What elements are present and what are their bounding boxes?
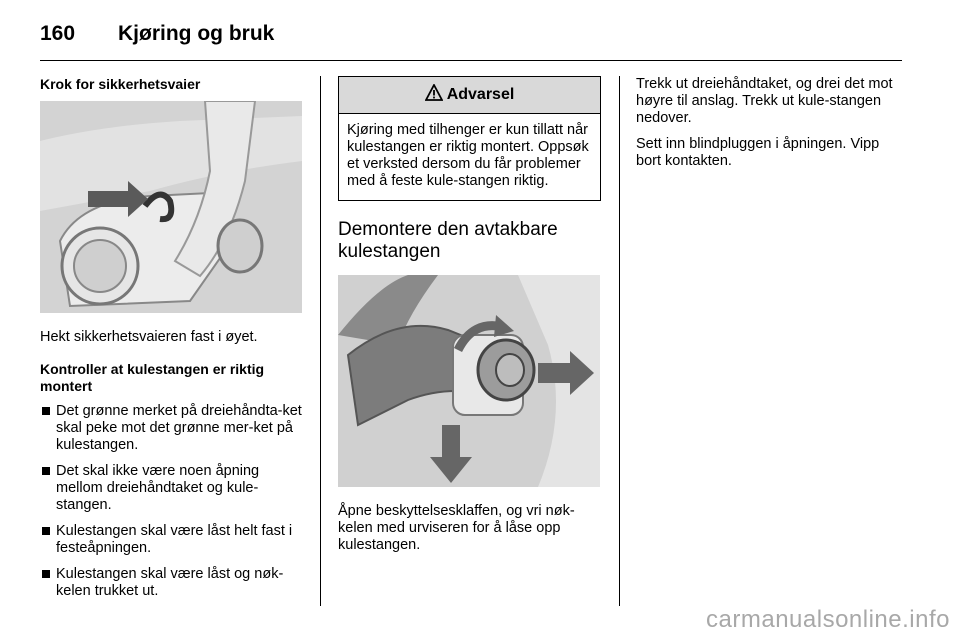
list-item: Det grønne merket på dreiehåndta-ket skal peke mot det grønne mer-ket på kulestangen. <box>40 403 304 454</box>
subheading-check-mounted: Kontroller at kulestangen er riktig montert <box>40 361 265 394</box>
section-heading-remove-ball-bar: Demontere den avtakbare kulestangen <box>338 219 558 262</box>
bullet-square-icon <box>42 467 50 475</box>
warning-triangle-icon <box>425 84 443 106</box>
bullet-square-icon <box>42 407 50 415</box>
warning-box <box>338 76 601 201</box>
list-item: Kulestangen skal være låst helt fast i festeåpningen. <box>40 523 304 557</box>
column-divider <box>320 76 321 606</box>
page-header <box>40 22 902 61</box>
check-list <box>40 403 304 600</box>
watermark: carmanualsonline.info <box>706 606 950 633</box>
section-heading-safety-cable: Krok for sikkerhetsvaier <box>40 76 201 92</box>
page-number: 160 <box>40 22 76 45</box>
safety-cable-hook-illustration <box>40 101 302 313</box>
list-item: Det skal ikke være noen åpning mellom dreiehåndtaket og kule-stangen. <box>40 463 304 514</box>
instruction-paragraph: Trekk ut dreiehåndtaket, og drei det mot høyre til anslag. Trekk ut kule-stangen nedover. <box>636 76 893 126</box>
bullet-square-icon <box>42 527 50 535</box>
chapter-title: Kjøring og bruk <box>118 22 275 45</box>
warning-header <box>339 77 600 114</box>
bullet-square-icon <box>42 570 50 578</box>
instruction-paragraph: Sett inn blindpluggen i åpningen. Vipp bort kontakten. <box>636 136 880 169</box>
column-right <box>636 76 906 179</box>
list-item: Kulestangen skal være låst og nøk-kelen trukket ut. <box>40 566 304 600</box>
ball-bar-removal-illustration <box>338 275 600 487</box>
column-middle <box>338 76 602 563</box>
column-left <box>40 76 304 609</box>
warning-text: Kjøring med tilhenger er kun tillatt når kulestangen er riktig montert. Oppsøk et verksted dersom du får problemer med å feste kule-stangen riktig. <box>347 122 589 189</box>
caption-hook-cable: Hekt sikkerhetsvaieren fast i øyet. <box>40 329 258 345</box>
column-divider <box>619 76 620 606</box>
warning-title: Advarsel <box>446 86 515 103</box>
caption-open-cover: Åpne beskyttelsesklaffen, og vri nøk-kelen med urviseren for å låse opp kulestangen. <box>338 503 575 553</box>
